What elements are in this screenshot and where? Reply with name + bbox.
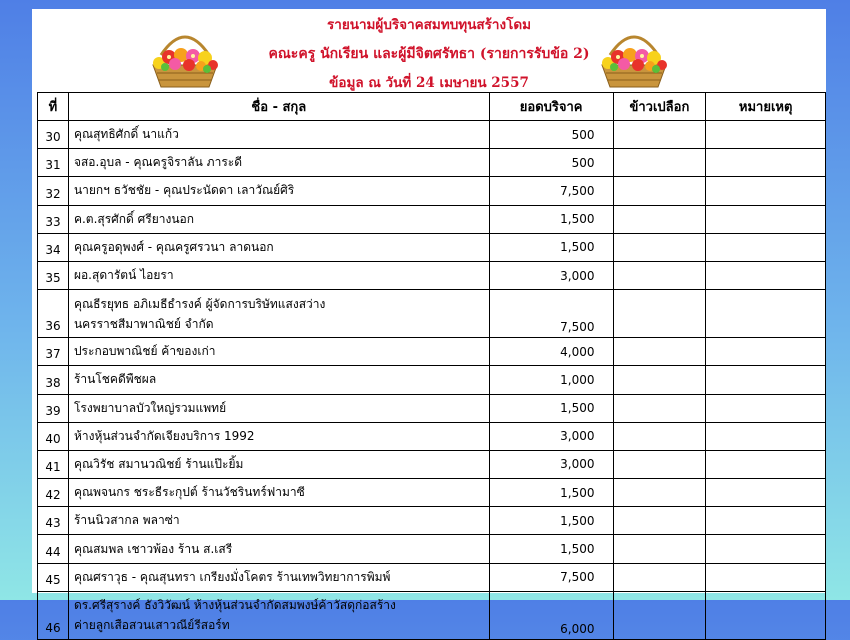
donation-amount: 1,500 bbox=[489, 394, 613, 422]
donor-name bbox=[68, 366, 489, 394]
rice-donation bbox=[613, 535, 706, 563]
table-row bbox=[38, 394, 826, 422]
table-row bbox=[38, 507, 826, 535]
remark bbox=[706, 535, 826, 563]
table-row bbox=[38, 205, 826, 233]
rice-donation bbox=[613, 121, 706, 149]
remark bbox=[706, 422, 826, 450]
donation-amount: 7,500 bbox=[489, 563, 613, 591]
donor-name bbox=[68, 261, 489, 289]
rice-donation bbox=[613, 507, 706, 535]
table-row bbox=[38, 591, 826, 639]
rice-donation bbox=[613, 177, 706, 205]
donor-name bbox=[68, 507, 489, 535]
column-header-note: หมายเหตุ bbox=[706, 93, 826, 121]
donor-name-line: ผอ.สุดารัตน์ ไอยรา bbox=[73, 268, 174, 283]
remark bbox=[706, 205, 826, 233]
flower-basket-right-icon bbox=[594, 25, 674, 89]
table-row bbox=[38, 338, 826, 366]
table-row bbox=[38, 535, 826, 563]
remark bbox=[706, 233, 826, 261]
donation-amount: 7,500 bbox=[489, 177, 613, 205]
column-header-no: ที่ bbox=[38, 93, 69, 121]
column-header-amount: ยอดบริจาค bbox=[489, 93, 613, 121]
donation-amount: 7,500 bbox=[489, 290, 613, 338]
document-header bbox=[32, 9, 826, 92]
donation-amount: 1,500 bbox=[489, 479, 613, 507]
donor-name-line: ร้านนิวสากล พลาซ่า bbox=[73, 513, 180, 528]
row-number: 36 bbox=[38, 290, 69, 338]
rice-donation bbox=[613, 479, 706, 507]
donor-name bbox=[68, 290, 489, 338]
donation-amount: 1,500 bbox=[489, 205, 613, 233]
row-number: 32 bbox=[38, 177, 69, 205]
donor-name bbox=[68, 121, 489, 149]
donor-name-line: ร้านโชคดีพืชผล bbox=[73, 372, 157, 387]
title-line-3: ข้อมูล ณ วันที่ 24 เมษายน 2557 bbox=[329, 75, 529, 91]
rice-donation bbox=[613, 233, 706, 261]
donor-name bbox=[68, 422, 489, 450]
rice-donation bbox=[613, 149, 706, 177]
rice-donation bbox=[613, 366, 706, 394]
title-line-1: รายนามผู้บริจาคสมทบทุนสร้างโดม bbox=[326, 17, 532, 33]
row-number: 43 bbox=[38, 507, 69, 535]
donor-name-line: คุณธีรยุทธ อภิเมธีธำรงค์ ผู้จัดการบริษัทแสงสว่าง bbox=[73, 296, 326, 311]
table-row bbox=[38, 177, 826, 205]
remark bbox=[706, 507, 826, 535]
rice-donation bbox=[613, 394, 706, 422]
table-row bbox=[38, 563, 826, 591]
row-number: 30 bbox=[38, 121, 69, 149]
remark bbox=[706, 479, 826, 507]
rice-donation bbox=[613, 591, 706, 639]
donor-name bbox=[68, 535, 489, 563]
donor-table bbox=[37, 92, 826, 640]
row-number: 31 bbox=[38, 149, 69, 177]
remark bbox=[706, 338, 826, 366]
row-number: 45 bbox=[38, 563, 69, 591]
column-header-name: ชื่อ - สกุล bbox=[68, 93, 489, 121]
remark bbox=[706, 394, 826, 422]
row-number: 38 bbox=[38, 366, 69, 394]
donation-amount: 1,500 bbox=[489, 233, 613, 261]
flower-basket-left-icon bbox=[145, 25, 225, 89]
donation-amount: 500 bbox=[489, 149, 613, 177]
row-number: 33 bbox=[38, 205, 69, 233]
row-number: 41 bbox=[38, 450, 69, 478]
donation-amount: 1,000 bbox=[489, 366, 613, 394]
remark bbox=[706, 177, 826, 205]
donor-name bbox=[68, 338, 489, 366]
row-number: 35 bbox=[38, 261, 69, 289]
table-row bbox=[38, 121, 826, 149]
remark bbox=[706, 261, 826, 289]
table-row bbox=[38, 422, 826, 450]
remark bbox=[706, 450, 826, 478]
donor-name-line: คุณศราวุธ - คุณสุนทรา เกรียงมั่งโคตร ร้านเทพวิทยาการพิมพ์ bbox=[73, 569, 391, 584]
donation-amount: 3,000 bbox=[489, 422, 613, 450]
rice-donation bbox=[613, 205, 706, 233]
remark bbox=[706, 121, 826, 149]
column-header-rice: ข้าวเปลือก bbox=[613, 93, 706, 121]
rice-donation bbox=[613, 290, 706, 338]
table-row bbox=[38, 261, 826, 289]
donor-name-line: คุณสมพล เชาวพ้อง ร้าน ส.เสรี bbox=[73, 541, 233, 556]
row-number: 46 bbox=[38, 591, 69, 639]
row-number: 44 bbox=[38, 535, 69, 563]
donor-name-line: คุณครูอดุพงศ์ - คุณครูศรวนา ลาดนอก bbox=[73, 239, 274, 254]
donor-name-line-2: ค่ายลูกเสือสวนเสาวณีย์รีสอร์ท bbox=[73, 618, 230, 633]
row-number: 39 bbox=[38, 394, 69, 422]
table-row bbox=[38, 290, 826, 338]
donor-name bbox=[68, 205, 489, 233]
donation-amount: 500 bbox=[489, 121, 613, 149]
row-number: 40 bbox=[38, 422, 69, 450]
donor-name bbox=[68, 149, 489, 177]
rice-donation bbox=[613, 422, 706, 450]
table-row bbox=[38, 233, 826, 261]
donor-name-line: จสอ.อุบล - คุณครูจิราลัน ภาระดี bbox=[73, 155, 243, 170]
donor-name-line: คุณพจนกร ชระธีระกุปต์ ร้านวัชรินทร์ฟามาซี bbox=[73, 485, 305, 500]
row-number: 37 bbox=[38, 338, 69, 366]
rice-donation bbox=[613, 563, 706, 591]
donor-name bbox=[68, 394, 489, 422]
remark bbox=[706, 290, 826, 338]
donor-name-line: คุณวิรัช สมานวณิชย์ ร้านแป๊ะยิ้ม bbox=[73, 456, 244, 471]
table-header-row bbox=[38, 93, 826, 121]
donor-name bbox=[68, 563, 489, 591]
donor-name-line: ค.ต.สุรศักดิ์ ศรียางนอก bbox=[73, 211, 195, 226]
table-row bbox=[38, 149, 826, 177]
donor-name bbox=[68, 591, 489, 639]
donor-name bbox=[68, 233, 489, 261]
donation-amount: 1,500 bbox=[489, 535, 613, 563]
donor-name-line: นายกฯ ธวัชชัย - คุณประนัดดา เลาวัณย์ศิริ bbox=[73, 183, 295, 198]
rice-donation bbox=[613, 261, 706, 289]
remark bbox=[706, 149, 826, 177]
donor-name bbox=[68, 177, 489, 205]
donor-name-line: ดร.ศรีสุรางค์ ธังวิวัฒน์ ห้างหุ้นส่วนจำกัดสมพงษ์ค้าวัสดุก่อสร้าง bbox=[73, 598, 396, 613]
remark bbox=[706, 563, 826, 591]
table-row bbox=[38, 450, 826, 478]
donation-amount: 3,000 bbox=[489, 450, 613, 478]
table-row bbox=[38, 366, 826, 394]
donation-amount: 3,000 bbox=[489, 261, 613, 289]
donation-amount: 6,000 bbox=[489, 591, 613, 639]
rice-donation bbox=[613, 450, 706, 478]
table-row bbox=[38, 479, 826, 507]
row-number: 34 bbox=[38, 233, 69, 261]
donation-amount: 1,500 bbox=[489, 507, 613, 535]
table-body bbox=[38, 121, 826, 640]
remark bbox=[706, 366, 826, 394]
donor-name-line: โรงพยาบาลบัวใหญ่รวมแพทย์ bbox=[73, 400, 227, 415]
donor-name bbox=[68, 450, 489, 478]
donor-name-line: ห้างหุ้นส่วนจำกัดเจียงบริการ 1992 bbox=[73, 428, 255, 443]
remark bbox=[706, 591, 826, 639]
row-number: 42 bbox=[38, 479, 69, 507]
donation-amount: 4,000 bbox=[489, 338, 613, 366]
rice-donation bbox=[613, 338, 706, 366]
donor-name-line: คุณสุทธิศักดิ์ นาแก้ว bbox=[73, 127, 179, 142]
donor-name-line-2: นครราชสีมาพาณิชย์ จำกัด bbox=[73, 316, 214, 331]
donor-name bbox=[68, 479, 489, 507]
donor-name-line: ประกอบพาณิชย์ ค้าของเก่า bbox=[73, 344, 216, 359]
document-sheet bbox=[32, 9, 826, 636]
title-line-2: คณะครู นักเรียน และผู้มีจิตศรัทธา (รายการรับข้อ 2) bbox=[268, 46, 590, 62]
